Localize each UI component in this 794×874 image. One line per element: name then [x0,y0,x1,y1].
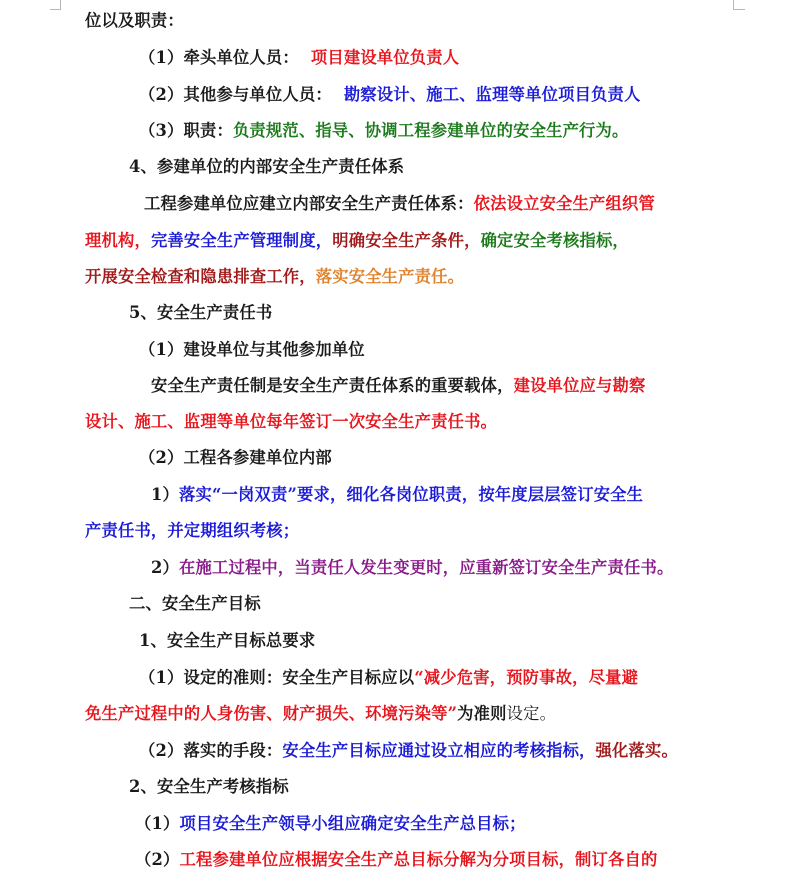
text-segment: 位以及职责： [85,11,184,30]
paragraph-line [85,702,556,726]
text-segment: 落实安全生产责任。 [315,267,465,286]
text-segment: 工程参建单位应建立内部安全生产责任体系： [144,194,474,213]
paragraph-line [151,374,645,398]
section-heading [129,775,289,799]
text-segment: 依法设立安全生产组织管 [473,194,655,213]
paragraph-line [85,265,464,289]
paragraph-line [144,192,655,216]
section-heading [129,301,272,325]
text-segment: （1）牵头单位人员： [139,48,299,67]
text-segment: （2）其他参与单位人员： [139,85,332,104]
text-segment: （1） [135,814,180,833]
paragraph-line [85,9,184,33]
paragraph-line [151,483,643,507]
text-segment: 设定。 [506,704,557,723]
paragraph-line [139,338,365,362]
paragraph-line [85,229,629,253]
crop-mark-left-horizontal [50,9,61,10]
text-segment: 5、安全生产责任书 [129,303,273,322]
text-segment: （1）设定的准则：安全生产目标应以 [139,668,415,687]
paragraph-line [85,410,497,434]
text-segment: 1、安全生产目标总要求 [139,631,316,650]
text-segment: 2） [151,558,180,577]
text-segment: 勘察设计、施工、监理等单位项目负责人 [343,85,641,104]
text-segment: （2）工程各参建单位内部 [139,448,332,467]
paragraph-line [135,812,526,836]
paragraph-line [151,556,673,580]
text-segment: 二、安全生产目标 [129,594,261,613]
paragraph-line [139,446,332,470]
text-segment: 完善安全生产管理制度， [150,231,333,250]
section-heading [129,155,404,179]
text-segment: 产责任书，并定期组织考核； [85,521,300,540]
text-segment: 强化落实。 [595,741,678,760]
text-segment: 项目安全生产领导小组应确定安全生产总目标； [179,814,526,833]
text-segment: 开展安全检查和隐患排查工作， [85,267,316,286]
chapter-heading [129,592,261,616]
text-segment: 1） [151,485,180,504]
paragraph-line [139,666,638,690]
text-segment: 明确安全生产条件， [332,231,481,250]
text-segment: 设计、施工、监理等单位每年签订一次安全生产责任书。 [85,412,498,431]
text-segment: （3）职责： [139,121,233,140]
text-segment: 安全生产目标应通过设立相应的考核指标， [282,741,596,760]
paragraph-line [139,119,629,143]
paragraph-line [135,848,657,872]
text-segment: （1）建设单位与其他参加单位 [139,340,365,359]
crop-mark-right-horizontal [733,9,745,10]
text-segment: 落实“一岗双责”要求，细化各岗位职责，按年度层层签订安全生 [179,485,644,504]
text-segment: 免生产过程中的人身伤害、财产损失、环境污染等” [85,704,458,723]
text-segment: 安全生产责任制是安全生产责任体系的重要载体， [151,376,514,395]
paragraph-line [139,739,678,763]
paragraph-line [139,83,641,107]
text-segment: （2）落实的手段： [139,741,283,760]
text-segment: 确定安全考核指标， [480,231,629,250]
text-segment: “减少危害，预防事故，尽量避 [414,668,639,687]
text-segment: 理机构， [85,231,151,250]
paragraph-line [85,519,299,543]
text-segment: 项目建设单位负责人 [310,48,460,67]
text-segment: 为准则 [457,704,507,723]
section-heading [139,629,315,653]
text-segment: 4、参建单位的内部安全生产责任体系 [129,157,405,176]
text-segment: 在施工过程中，当责任人发生变更时，应重新签订安全生产责任书。 [179,558,674,577]
text-segment: 工程参建单位应根据安全生产总目标分解为分项目标，制订各自的 [179,850,658,869]
text-segment: 2、安全生产考核指标 [129,777,289,796]
paragraph-line [139,46,459,70]
text-segment: （2） [135,850,180,869]
text-segment: 建设单位应与勘察 [513,376,646,395]
text-segment: 负责规范、指导、协调工程参建单位的安全生产行为。 [232,121,629,140]
